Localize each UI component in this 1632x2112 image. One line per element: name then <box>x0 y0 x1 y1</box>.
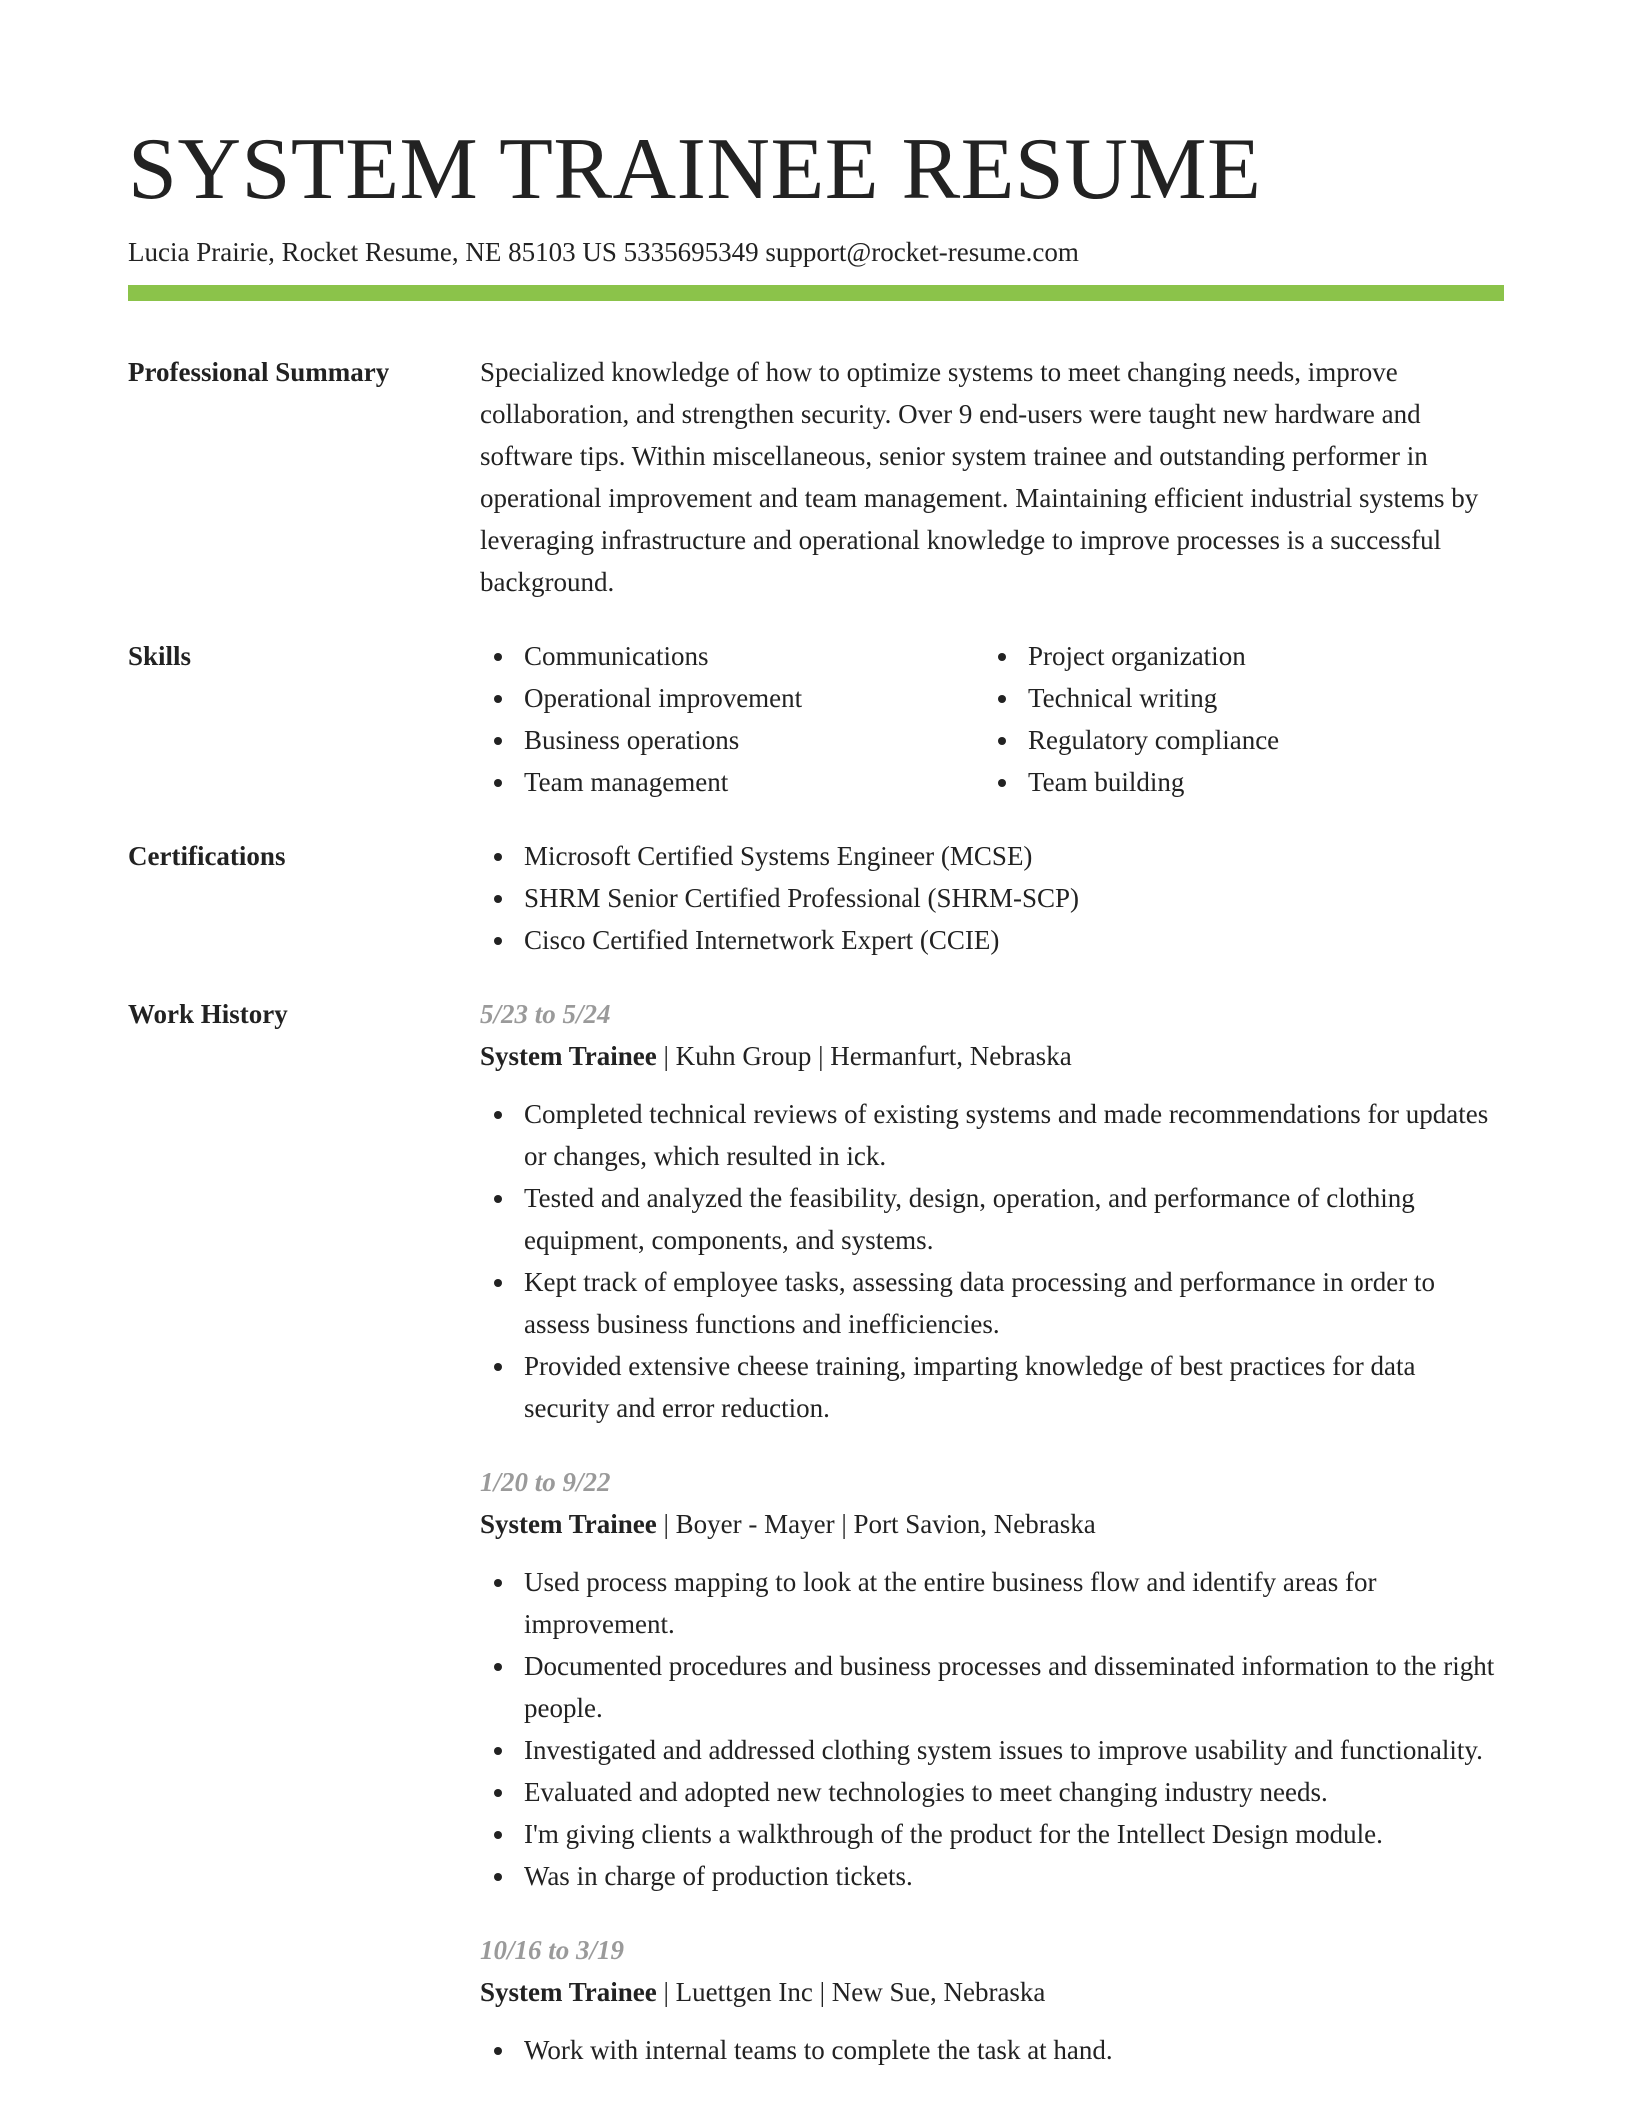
job-heading <box>480 1503 1504 1545</box>
section-label-certifications: Certifications <box>128 841 286 871</box>
job-heading <box>480 1971 1504 2013</box>
job-details: | Luettgen Inc | New Sue, Nebraska <box>656 1977 1046 2007</box>
job-bullet: Investigated and addressed clothing system issues to improve usability and functionality. <box>480 1729 1504 1771</box>
job-bullet: Provided extensive cheese training, imparting knowledge of best practices for data security and error reduction. <box>480 1345 1504 1429</box>
skill-item: Team building <box>984 761 1488 803</box>
work-history-section <box>128 993 1504 2071</box>
certification-item: SHRM Senior Certified Professional (SHRM-SCP) <box>480 877 1504 919</box>
job-bullet: Work with internal teams to complete the task at hand. <box>480 2029 1504 2071</box>
job-dates: 1/20 to 9/22 <box>480 1467 611 1497</box>
skills-column-right <box>984 635 1488 803</box>
skill-item: Communications <box>480 635 984 677</box>
section-label-skills: Skills <box>128 641 192 671</box>
job-bullet: Was in charge of production tickets. <box>480 1855 1504 1897</box>
job-dates: 5/23 to 5/24 <box>480 999 611 1029</box>
job-entry <box>480 1929 1504 2071</box>
contact-line: Lucia Prairie, Rocket Resume, NE 85103 US 5335695349 support@rocket-resume.com <box>128 237 1079 267</box>
certifications-section <box>128 835 1504 961</box>
job-bullet: Used process mapping to look at the entire business flow and identify areas for improvement. <box>480 1561 1504 1645</box>
certification-item: Microsoft Certified Systems Engineer (MCSE) <box>480 835 1504 877</box>
job-bullet: Documented procedures and business processes and disseminated information to the right people. <box>480 1645 1504 1729</box>
job-bullet: I'm giving clients a walkthrough of the product for the Intellect Design module. <box>480 1813 1504 1855</box>
skill-item: Business operations <box>480 719 984 761</box>
skill-item: Operational improvement <box>480 677 984 719</box>
job-dates: 10/16 to 3/19 <box>480 1935 625 1965</box>
job-bullet-list <box>480 2029 1504 2071</box>
job-bullet: Completed technical reviews of existing systems and made recommendations for updates or changes, which resulted in ick. <box>480 1093 1504 1177</box>
job-title: System Trainee <box>480 1041 657 1071</box>
job-bullet: Evaluated and adopted new technologies to meet changing industry needs. <box>480 1771 1504 1813</box>
job-bullet-list <box>480 1561 1504 1897</box>
accent-divider <box>128 285 1504 301</box>
resume-page <box>128 118 1504 2071</box>
summary-section <box>128 351 1504 603</box>
summary-text: Specialized knowledge of how to optimize systems to meet changing needs, improve collaboration, and strengthen security. Over 9 end-users were taught new hardware and software tips. Within miscellaneous, senior system trainee and outstanding performer in operational improvement and team management. Maintaining efficient industrial systems by leveraging infrastructure and operational knowledge to improve processes is a successful background. <box>480 357 1479 597</box>
skills-column-left <box>480 635 984 803</box>
resume-title: SYSTEM TRAINEE RESUME <box>128 121 1262 218</box>
job-entry <box>480 1461 1504 1897</box>
job-details: | Kuhn Group | Hermanfurt, Nebraska <box>656 1041 1072 1071</box>
section-label-work-history: Work History <box>128 999 288 1029</box>
job-heading <box>480 1035 1504 1077</box>
job-title: System Trainee <box>480 1509 657 1539</box>
certification-item: Cisco Certified Internetwork Expert (CCIE) <box>480 919 1504 961</box>
job-details: | Boyer - Mayer | Port Savion, Nebraska <box>656 1509 1096 1539</box>
job-bullet: Tested and analyzed the feasibility, design, operation, and performance of clothing equipment, components, and systems. <box>480 1177 1504 1261</box>
section-label-summary: Professional Summary <box>128 357 390 387</box>
skill-item: Regulatory compliance <box>984 719 1488 761</box>
skill-item: Technical writing <box>984 677 1488 719</box>
skills-section <box>128 635 1504 803</box>
job-bullet: Kept track of employee tasks, assessing data processing and performance in order to assess business functions and inefficiencies. <box>480 1261 1504 1345</box>
skills-grid <box>480 635 1504 803</box>
job-entry <box>480 993 1504 1429</box>
job-title: System Trainee <box>480 1977 657 2007</box>
skills-body <box>480 635 1504 803</box>
work-history-body <box>480 993 1504 2071</box>
certifications-list <box>480 835 1504 961</box>
skill-item: Project organization <box>984 635 1488 677</box>
job-bullet-list <box>480 1093 1504 1429</box>
skill-item: Team management <box>480 761 984 803</box>
certifications-body <box>480 835 1504 961</box>
